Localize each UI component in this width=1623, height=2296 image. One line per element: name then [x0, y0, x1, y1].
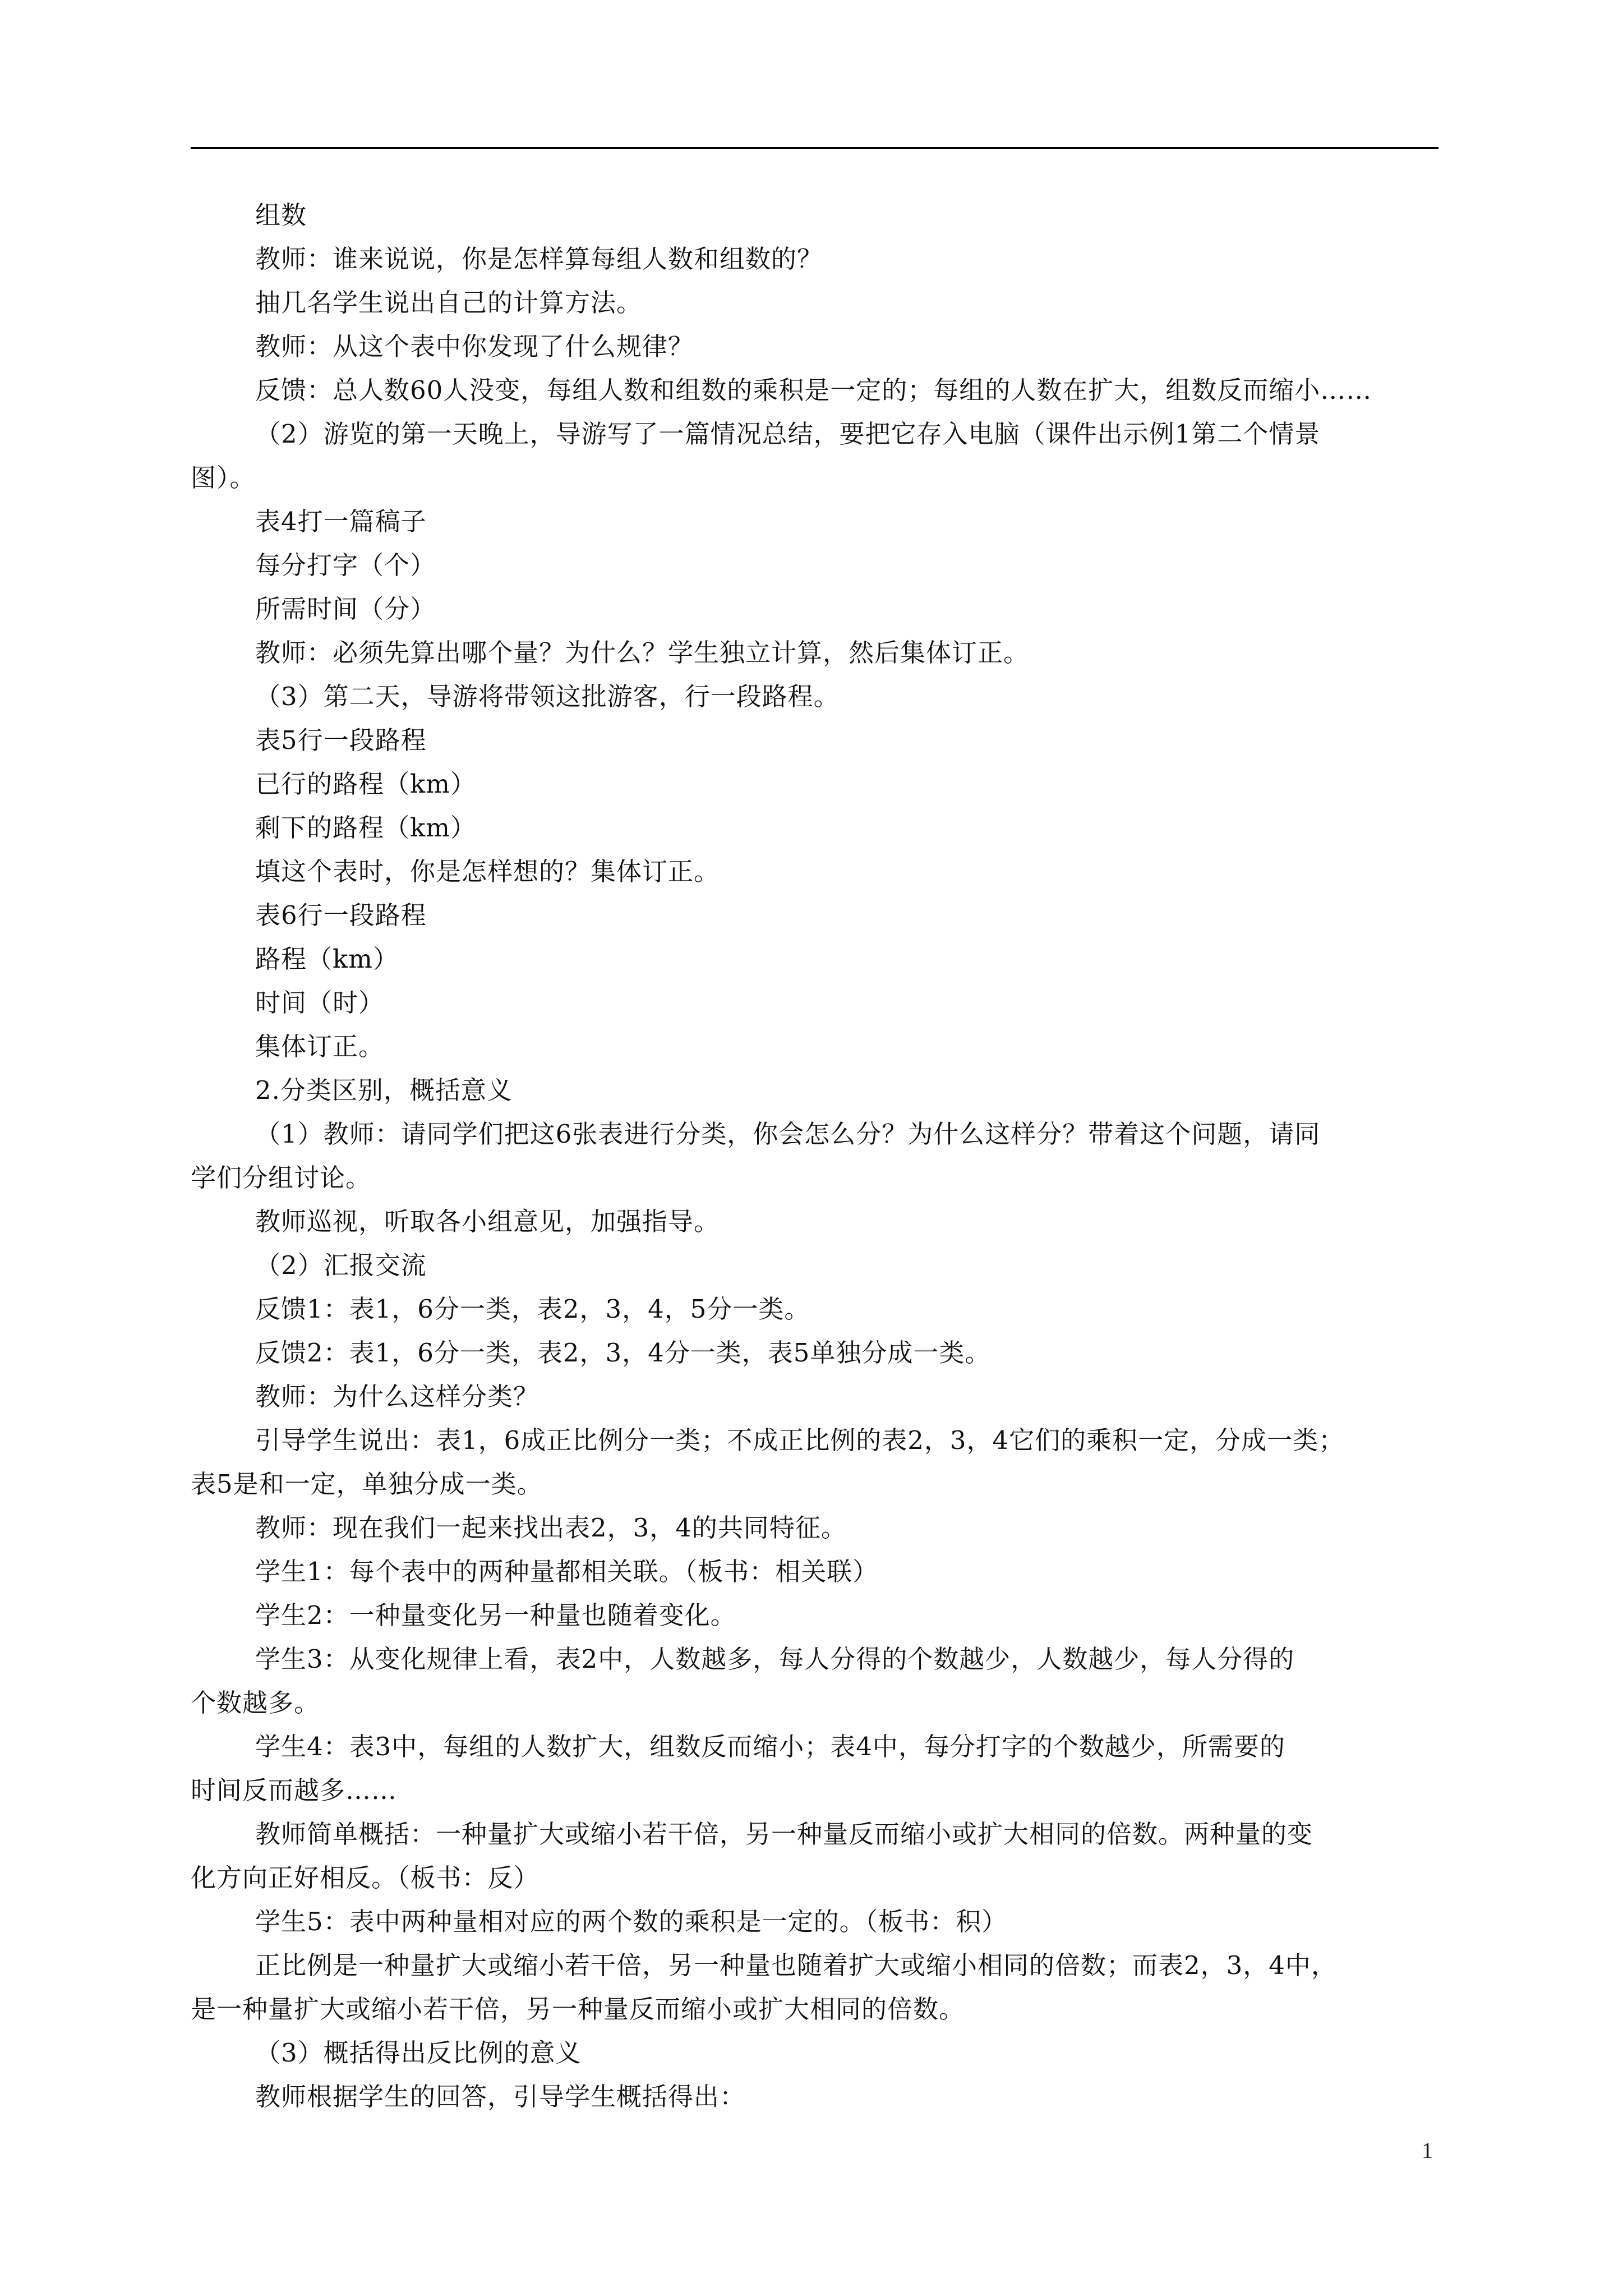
- text-line: 时间反而越多……: [191, 1775, 398, 1805]
- text-line: 路程（km）: [255, 944, 399, 974]
- text-line: 学生3：从变化规律上看，表2中，人数越多，每人分得的个数越少，人数越少，每人分得的: [255, 1644, 1295, 1674]
- text-line: 教师：必须先算出哪个量？为什么？学生独立计算，然后集体订正。: [255, 638, 1030, 668]
- document-body: [191, 194, 1438, 2119]
- text-line: 学们分组讨论。: [191, 1163, 372, 1193]
- text-line: 抽几名学生说出自己的计算方法。: [255, 288, 643, 318]
- page-number: 1: [1422, 2138, 1433, 2163]
- text-line: 集体订正。: [255, 1032, 385, 1061]
- text-line: 教师巡视，听取各小组意见，加强指导。: [255, 1207, 720, 1236]
- text-line: 教师：从这个表中你发现了什么规律？: [255, 332, 694, 361]
- text-line: （2）汇报交流: [255, 1250, 427, 1280]
- text-line: 表5是和一定，单独分成一类。: [191, 1469, 543, 1499]
- text-line: （3）第二天，导游将带领这批游客，行一段路程。: [255, 682, 840, 711]
- text-line: 是一种量扩大或缩小若干倍，另一种量反而缩小或扩大相同的倍数。: [191, 1994, 965, 2024]
- text-line: 表5行一段路程: [255, 725, 427, 755]
- text-line: 教师：为什么这样分类？: [255, 1382, 540, 1411]
- text-line: 表4打一篇稿子: [255, 507, 427, 536]
- text-line: 学生4：表3中，每组的人数扩大，组数反而缩小；表4中，每分打字的个数越少，所需要的: [255, 1732, 1285, 1761]
- text-line: 引导学生说出：表1，6成正比例分一类；不成正比例的表2，3，4它们的乘积一定，分成一类；: [255, 1425, 1345, 1455]
- text-line: 表6行一段路程: [255, 900, 427, 930]
- text-line: 时间（时）: [255, 988, 385, 1018]
- text-line: 反馈2：表1，6分一类，表2，3，4分一类，表5单独分成一类。: [255, 1338, 991, 1368]
- text-line: 教师：现在我们一起来找出表2，3，4的共同特征。: [255, 1513, 847, 1543]
- text-line: 教师：谁来说说，你是怎样算每组人数和组数的？: [255, 244, 823, 274]
- text-line: 学生5：表中两种量相对应的两个数的乘积是一定的。（板书：积）: [255, 1907, 1008, 1936]
- text-line: 正比例是一种量扩大或缩小若干倍，另一种量也随着扩大或缩小相同的倍数；而表2，3，4中，: [255, 1950, 1337, 1980]
- header-rule: [191, 147, 1438, 149]
- text-line: 已行的路程（km）: [255, 769, 476, 799]
- text-line: 教师简单概括：一种量扩大或缩小若干倍，另一种量反而缩小或扩大相同的倍数。两种量的变: [255, 1819, 1313, 1849]
- text-line: 反馈1：表1，6分一类，表2，3，4，5分一类。: [255, 1294, 810, 1324]
- text-line: 组数: [255, 200, 307, 230]
- text-line: （2）游览的第一天晚上，导游写了一篇情况总结，要把它存入电脑（课件出示例1第二个情景: [255, 419, 1321, 449]
- text-line: 剩下的路程（km）: [255, 813, 476, 843]
- text-line: 教师根据学生的回答，引导学生概括得出：: [255, 2082, 746, 2111]
- text-line: 填这个表时，你是怎样想的？集体订正。: [255, 857, 720, 886]
- text-line: 反馈：总人数60人没变，每组人数和组数的乘积是一定的；每组的人数在扩大，组数反而缩小……: [255, 375, 1372, 405]
- text-line: 2.分类区别，概括意义: [255, 1075, 513, 1105]
- text-line: （3）概括得出反比例的意义: [255, 2038, 582, 2068]
- text-line: 学生2：一种量变化另一种量也随着变化。: [255, 1600, 736, 1630]
- text-line: 图）。: [191, 463, 256, 493]
- text-line: 每分打字（个）: [255, 550, 436, 580]
- text-line: 化方向正好相反。（板书：反）: [191, 1863, 540, 1893]
- text-line: 学生1：每个表中的两种量都相关联。（板书：相关联）: [255, 1557, 879, 1586]
- text-line: （1）教师：请同学们把这6张表进行分类，你会怎么分？为什么这样分？带着这个问题，请同: [255, 1119, 1321, 1149]
- text-line: 个数越多。: [191, 1688, 320, 1718]
- text-line: 所需时间（分）: [255, 594, 436, 624]
